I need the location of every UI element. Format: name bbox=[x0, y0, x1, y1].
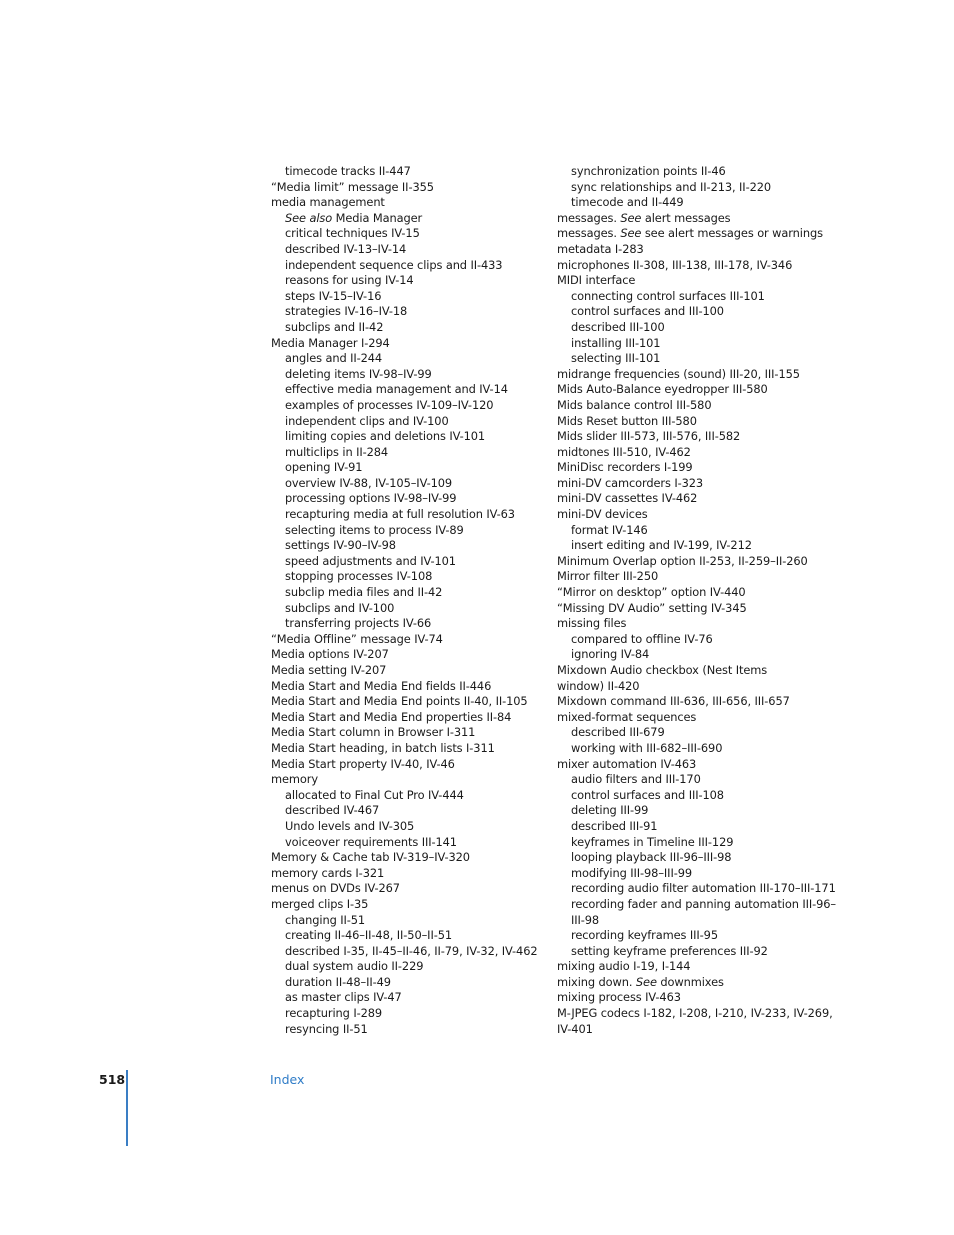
index-subentry: reasons for using IV-14 bbox=[285, 273, 414, 288]
index-subentry: sync relationships and II-213, II-220 bbox=[571, 179, 772, 194]
index-subentry: selecting items to process IV-89 bbox=[285, 522, 464, 537]
index-entry: Media Start column in Browser I-311 bbox=[271, 725, 476, 740]
index-entry: memory bbox=[271, 772, 318, 787]
index-entry: Media Manager I-294 bbox=[271, 335, 390, 350]
index-subentry: described IV-467 bbox=[285, 803, 380, 818]
index-subentry: allocated to Final Cut Pro IV-444 bbox=[285, 787, 464, 802]
index-subentry: described I-35, II-45–II-46, II-79, IV-32, IV-462 bbox=[285, 943, 538, 958]
index-subentry: insert editing and IV-199, IV-212 bbox=[571, 538, 752, 553]
index-subentry: settings IV-90–IV-98 bbox=[285, 538, 396, 553]
index-entry: Media setting IV-207 bbox=[271, 663, 387, 677]
index-subentry: described III-91 bbox=[571, 818, 658, 833]
index-subentry: subclips and II-42 bbox=[285, 319, 384, 334]
index-entry: mini-DV camcorders I-323 bbox=[557, 475, 704, 490]
index-entry: menus on DVDs IV-267 bbox=[271, 881, 400, 896]
index-subentry: resyncing II-51 bbox=[285, 1021, 368, 1036]
index-entry: IV-401 bbox=[557, 1021, 593, 1036]
index-entry: Media options IV-207 bbox=[271, 647, 389, 662]
index-subentry: control surfaces and III-108 bbox=[571, 787, 724, 802]
index-entry: metadata I-283 bbox=[557, 241, 644, 256]
index-subentry: independent sequence clips and II-433 bbox=[285, 257, 503, 272]
index-entry: “Media Offline” message IV-74 bbox=[271, 631, 443, 646]
index-column-right bbox=[557, 164, 837, 1037]
index-subentry: overview IV-88, IV-105–IV-109 bbox=[285, 475, 453, 490]
index-subentry: as master clips IV-47 bbox=[285, 990, 402, 1005]
index-entry: midrange frequencies (sound) III-20, III-155 bbox=[557, 366, 800, 381]
index-entry: Media Start heading, in batch lists I-311 bbox=[271, 740, 495, 755]
index-subentry: installing III-101 bbox=[571, 335, 661, 350]
index-entry: MIDI interface bbox=[557, 273, 636, 288]
index-subentry: stopping processes IV-108 bbox=[285, 569, 433, 584]
index-subentry: transferring projects IV-66 bbox=[285, 616, 432, 631]
section-label: Index bbox=[270, 1072, 305, 1087]
index-entry: mixer automation IV-463 bbox=[557, 756, 697, 771]
index-subentry: selecting III-101 bbox=[571, 351, 661, 366]
index-entry: MiniDisc recorders I-199 bbox=[557, 460, 693, 475]
index-subentry: timecode and II-449 bbox=[571, 195, 684, 210]
index-subentry: dual system audio II-229 bbox=[285, 959, 424, 974]
index-entry: Minimum Overlap option II-253, II-259–II-260 bbox=[557, 553, 808, 568]
index-subentry: described III-100 bbox=[571, 319, 665, 334]
index-entry: Mirror filter III-250 bbox=[557, 569, 659, 584]
index-entry: messages. See see alert messages or warnings bbox=[557, 226, 823, 241]
index-entry: Mids Reset button III-580 bbox=[557, 413, 697, 428]
index-subentry: audio filters and III-170 bbox=[571, 772, 701, 787]
index-subentry: described IV-13–IV-14 bbox=[285, 241, 407, 256]
index-entry: Media Start and Media End points II-40, II-105 bbox=[271, 694, 528, 709]
index-subentry: subclips and IV-100 bbox=[285, 600, 395, 615]
index-subentry: Undo levels and IV-305 bbox=[285, 818, 415, 833]
index-column-left bbox=[271, 164, 541, 1037]
index-subentry: looping playback III-96–III-98 bbox=[571, 850, 732, 865]
index-entry: memory cards I-321 bbox=[271, 865, 385, 880]
index-subentry: modifying III-98–III-99 bbox=[571, 865, 693, 880]
index-entry: mixed-format sequences bbox=[557, 709, 697, 724]
index-subentry: III-98 bbox=[571, 912, 600, 927]
index-subentry: voiceover requirements III-141 bbox=[285, 834, 457, 849]
index-entry: microphones II-308, III-138, III-178, IV-346 bbox=[557, 257, 793, 272]
index-subentry: duration II-48–II-49 bbox=[285, 974, 391, 989]
index-subentry: creating II-46–II-48, II-50–II-51 bbox=[285, 928, 453, 943]
index-subentry: timecode tracks II-447 bbox=[285, 164, 411, 178]
index-subentry: deleting III-99 bbox=[571, 803, 649, 818]
index-subentry: speed adjustments and IV-101 bbox=[285, 553, 456, 568]
index-subentry: opening IV-91 bbox=[285, 460, 363, 475]
index-subentry: angles and II-244 bbox=[285, 351, 383, 366]
index-entry: mini-DV cassettes IV-462 bbox=[557, 491, 698, 506]
index-entry: “Missing DV Audio” setting IV-345 bbox=[557, 600, 747, 615]
index-subentry: processing options IV-98–IV-99 bbox=[285, 491, 457, 506]
index-entry: window) II-420 bbox=[557, 678, 640, 693]
index-entry: midtones III-510, IV-462 bbox=[557, 444, 691, 459]
index-entry: mixing audio I-19, I-144 bbox=[557, 959, 691, 974]
index-subentry: independent clips and IV-100 bbox=[285, 413, 449, 428]
index-entry: Media Start and Media End properties II-84 bbox=[271, 709, 512, 724]
index-subentry: recapturing I-289 bbox=[285, 1006, 383, 1021]
index-subentry: limiting copies and deletions IV-101 bbox=[285, 429, 486, 444]
index-subentry: steps IV-15–IV-16 bbox=[285, 288, 382, 303]
index-subentry: deleting items IV-98–IV-99 bbox=[285, 366, 432, 381]
index-subentry: subclip media files and II-42 bbox=[285, 585, 443, 600]
index-entry: M-JPEG codecs I-182, I-208, I-210, IV-233, IV-269, bbox=[557, 1006, 833, 1021]
index-entry: Media Start property IV-40, IV-46 bbox=[271, 756, 455, 771]
index-entry: Mixdown command III-636, III-656, III-657 bbox=[557, 694, 790, 709]
index-entry: messages. See alert messages bbox=[557, 210, 731, 225]
index-entry: media management bbox=[271, 195, 385, 210]
page-number: 518 bbox=[99, 1072, 126, 1087]
index-subentry: setting keyframe preferences III-92 bbox=[571, 943, 768, 958]
index-subentry: connecting control surfaces III-101 bbox=[571, 288, 765, 303]
index-subentry: compared to offline IV-76 bbox=[571, 631, 713, 646]
index-subentry: critical techniques IV-15 bbox=[285, 226, 420, 241]
index-subentry: recapturing media at full resolution IV-63 bbox=[285, 507, 515, 522]
footer-divider bbox=[126, 1070, 128, 1146]
index-entry: merged clips I-35 bbox=[271, 896, 369, 911]
index-subentry: working with III-682–III-690 bbox=[571, 740, 723, 755]
index-entry: “Media limit” message II-355 bbox=[271, 179, 434, 194]
index-subentry: recording audio filter automation III-170–III-171 bbox=[571, 881, 836, 896]
index-subentry: See also Media Manager bbox=[285, 210, 423, 225]
index-subentry: recording fader and panning automation III-96– bbox=[571, 896, 837, 911]
index-entry: Media Start and Media End fields II-446 bbox=[271, 678, 492, 693]
index-subentry: strategies IV-16–IV-18 bbox=[285, 304, 408, 319]
index-entry: mixing down. See downmixes bbox=[557, 974, 724, 989]
index-entry: mini-DV devices bbox=[557, 507, 648, 522]
index-subentry: recording keyframes III-95 bbox=[571, 928, 718, 943]
index-entry: mixing process IV-463 bbox=[557, 990, 681, 1005]
index-subentry: keyframes in Timeline III-129 bbox=[571, 834, 734, 849]
index-entry: Mids slider III-573, III-576, III-582 bbox=[557, 429, 741, 444]
index-subentry: format IV-146 bbox=[571, 522, 648, 537]
index-subentry: ignoring IV-84 bbox=[571, 647, 650, 662]
index-entry: missing files bbox=[557, 616, 627, 631]
index-subentry: control surfaces and III-100 bbox=[571, 304, 724, 319]
index-entry: “Mirror on desktop” option IV-440 bbox=[557, 585, 746, 600]
index-entry: Mids balance control III-580 bbox=[557, 397, 712, 412]
index-subentry: examples of processes IV-109–IV-120 bbox=[285, 397, 494, 412]
index-subentry: described III-679 bbox=[571, 725, 665, 740]
index-subentry: synchronization points II-46 bbox=[571, 164, 726, 178]
index-subentry: effective media management and IV-14 bbox=[285, 382, 508, 397]
index-subentry: changing II-51 bbox=[285, 912, 366, 927]
index-entry: Mixdown Audio checkbox (Nest Items bbox=[557, 663, 768, 677]
index-entry: Mids Auto-Balance eyedropper III-580 bbox=[557, 382, 768, 397]
index-entry: Memory & Cache tab IV-319–IV-320 bbox=[271, 850, 470, 865]
index-subentry: multiclips in II-284 bbox=[285, 444, 389, 459]
